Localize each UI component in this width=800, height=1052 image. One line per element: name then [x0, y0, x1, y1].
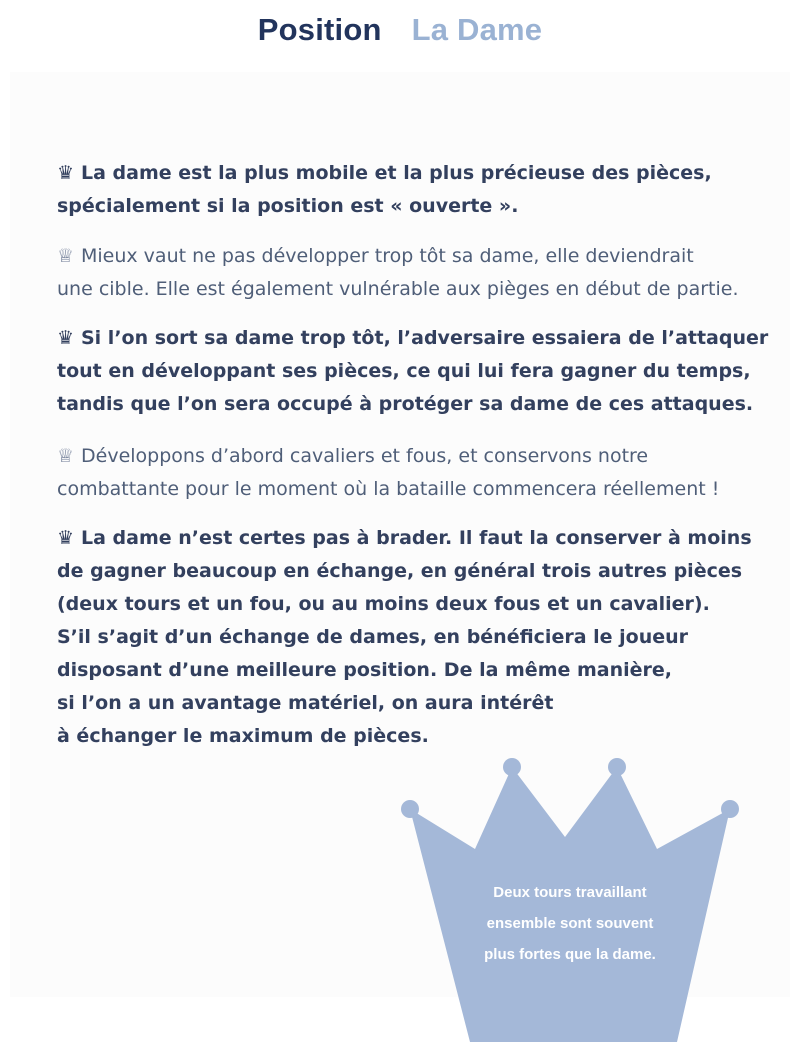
- line-text: de gagner beaucoup en échange, en général trois autres pièces: [57, 560, 743, 582]
- page-body: [10, 72, 790, 997]
- paragraph-line: [57, 440, 767, 473]
- paragraph-early-queen: [57, 322, 767, 421]
- line-text: combattante pour le moment où la bataille commencera réellement !: [57, 478, 720, 500]
- paragraph-line: [57, 240, 767, 273]
- crown-ball: [608, 758, 626, 776]
- line-text: tandis que l’on sera occupé à protéger sa dame de ces attaques.: [57, 393, 754, 415]
- paragraph-queen-mobility: [57, 157, 767, 223]
- crown-ball: [503, 758, 521, 776]
- line-text: Développons d’abord cavaliers et fous, et conservons notre: [81, 445, 649, 467]
- line-text: à échanger le maximum de pièces.: [57, 725, 429, 747]
- page-header: [0, 12, 800, 48]
- line-text: si l’on a un avantage matériel, on aura intérêt: [57, 692, 554, 714]
- line-text: spécialement si la position est « ouverte ».: [57, 195, 519, 217]
- paragraph-line: [57, 322, 767, 355]
- paragraph-line: [57, 157, 767, 190]
- paragraph-queen-trade: [57, 522, 767, 753]
- line-text: La dame est la plus mobile et la plus précieuse des pièces,: [81, 162, 712, 184]
- paragraph-develop-minors: [57, 440, 767, 506]
- crown-ball: [401, 800, 419, 818]
- page-subtitle: La Dame: [411, 12, 543, 47]
- paragraph-line: [57, 522, 767, 555]
- line-text: tout en développant ses pièces, ce qui lui fera gagner du temps,: [57, 360, 751, 382]
- line-text: une cible. Elle est également vulnérable aux pièges en début de partie.: [57, 278, 739, 300]
- caption-line: Deux tours travaillant: [493, 884, 647, 901]
- line-text: Si l’on sort sa dame trop tôt, l’adversaire essaiera de l’attaquer: [81, 327, 769, 349]
- caption-line: plus fortes que la dame.: [484, 946, 656, 963]
- line-text: disposant d’une meilleure position. De la même manière,: [57, 659, 673, 681]
- line-text: Mieux vaut ne pas développer trop tôt sa dame, elle deviendrait: [81, 245, 694, 267]
- line-text: S’il s’agit d’un échange de dames, en bénéficiera le joueur: [57, 626, 689, 648]
- line-text: (deux tours et un fou, ou au moins deux fous et un cavalier).: [57, 593, 710, 615]
- queen-icon: ♛: [57, 162, 75, 184]
- paragraph-early-development: [57, 240, 767, 306]
- queen-icon: ♛: [57, 527, 75, 549]
- crown-callout: [395, 752, 755, 1052]
- queen-outline-icon: ♕: [57, 445, 75, 467]
- crown-caption: [445, 877, 695, 970]
- page-title: Position: [257, 12, 382, 47]
- queen-icon: ♛: [57, 327, 75, 349]
- caption-line: ensemble sont souvent: [486, 915, 654, 932]
- crown-ball: [721, 800, 739, 818]
- line-text: La dame n’est certes pas à brader. Il faut la conserver à moins: [81, 527, 752, 549]
- queen-outline-icon: ♕: [57, 245, 75, 267]
